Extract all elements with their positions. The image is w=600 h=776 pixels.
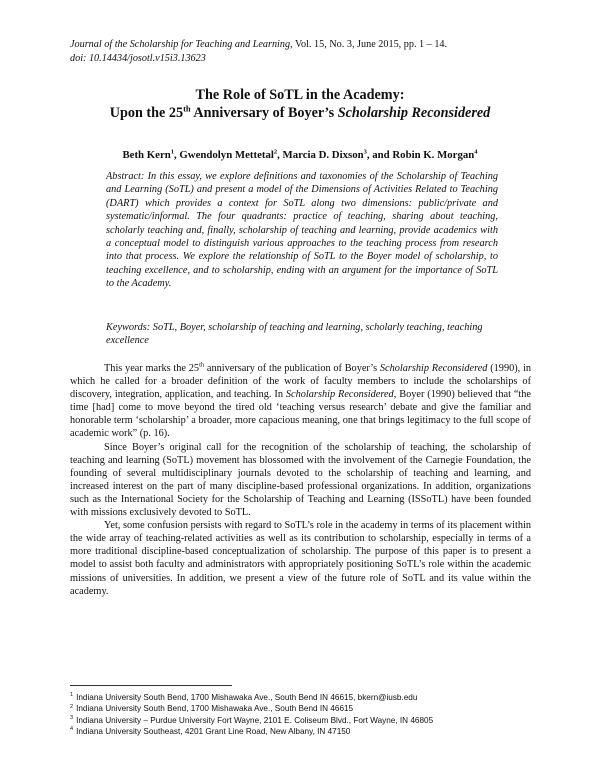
- footnote: $^3$ Indiana University – Purdue University Fort Wayne, 2101 E. Coliseum Blvd., Fort Wayne, IN 46805: [70, 715, 434, 725]
- journal-citation: , Vol. 15, No. 3, June 2015, pp. 1 – 14.: [290, 39, 448, 50]
- author: Robin K. Morgan$^4$: [392, 148, 478, 161]
- paragraph-1: This year marks the 25th anniversary of the publication of Boyer’s Scholarship Reconsidered (1990), in which he called for a broader definition of the work of faculty members to include the scholarships of discovery, integration, application, and teaching. In Scholarship Reconsidered, Boyer (1990) believed that “the time [had] come to move beyond the tired old ‘teaching versus research’ debate and give the familiar and honorable term ‘scholarship’ a broader, more capacious meaning, one that brings legitimacy to the full scope of academic work” (p. 16).: [70, 361, 532, 440]
- paragraph-2: Since Boyer’s original call for the recognition of the scholarship of teaching, the scholarship of teaching and learning (SoTL) movement has blossomed with the involvement of the Carnegie Foundation, the founding of several multidisciplinary journals devoted to the scholarship of teaching and learning, and increased interest on the part of many discipline-based professional organizations. In addition, organizations such as the International Society for the Scholarship of Teaching and Learning (ISSoTL) have been founded with missions exclusively devoted to SoTL.: [70, 441, 531, 519]
- author: Gwendolyn Mettetal$^2$,: [179, 148, 283, 161]
- doi-line: doi: 10.14434/josotl.v15i3.13623: [70, 53, 206, 64]
- paragraph-3: Yet, some confusion persists with regard to SoTL’s role in the academy in terms of its placement within the wide array of teaching-related activities as well as its contribution to scholarship, especially in terms of a more traditional discipline-based conceptualization of scholarship. The purpose of this paper is to present a model to assist both faculty and administrators with appropriately positioning SoTL’s role within the academic missions of universities. In addition, we present a view of the future role of SoTL and its value within the academy.: [70, 520, 531, 597]
- journal-name: Journal of the Scholarship for Teaching and Learning: [70, 39, 291, 50]
- footnote: $^2$ Indiana University South Bend, 1700 Mishawaka Ave., South Bend IN 46615: [70, 703, 354, 714]
- journal-header: [70, 38, 540, 52]
- author: Beth Kern$^1$,: [122, 148, 180, 161]
- title-line-1: The Role of SoTL in the Academy:: [195, 87, 405, 103]
- author: Marcia D. Dixson$^3$, and: [282, 148, 393, 161]
- keywords: Keywords: SoTL, Boyer, scholarship of teaching and learning, scholarly teaching, teaching excellence: [106, 322, 483, 347]
- title-line-2: Upon the 25th Anniversary of Boyer’s Scholarship Reconsidered: [109, 103, 491, 121]
- author-list: [40, 148, 560, 162]
- footnote-divider: [70, 685, 232, 686]
- body-text: [70, 362, 531, 598]
- footnotes: [70, 692, 540, 738]
- book-title: Scholarship Reconsidered: [337, 105, 491, 121]
- footnote: $^4$ Indiana University Southeast, 4201 Grant Line Road, New Albany, IN 47150: [70, 726, 351, 737]
- abstract: Abstract: In this essay, we explore definitions and taxonomies of the Scholarship of Teaching and Learning (SoTL) and present a model of the Dimensions of Activities Related to Teaching (DART) which provides a context for SoTL along two dimensions: public/private and systematic/informal. The four quadrants: practice of teaching, sharing about teaching, scholarly teaching and, finally, scholarship of teaching and learning, provide academics with a conceptual model to distinguish various approaches to the teaching process from research into that process. We explore the relationship of SoTL to the Boyer model of scholarship, to teaching excellence, and to scholarship, ending with an argument for the importance of SoTL to the Academy.: [106, 171, 498, 290]
- footnote: $^1$ Indiana University South Bend, 1700 Mishawaka Ave., South Bend IN 46615, bkern@iusb.edu: [70, 692, 418, 702]
